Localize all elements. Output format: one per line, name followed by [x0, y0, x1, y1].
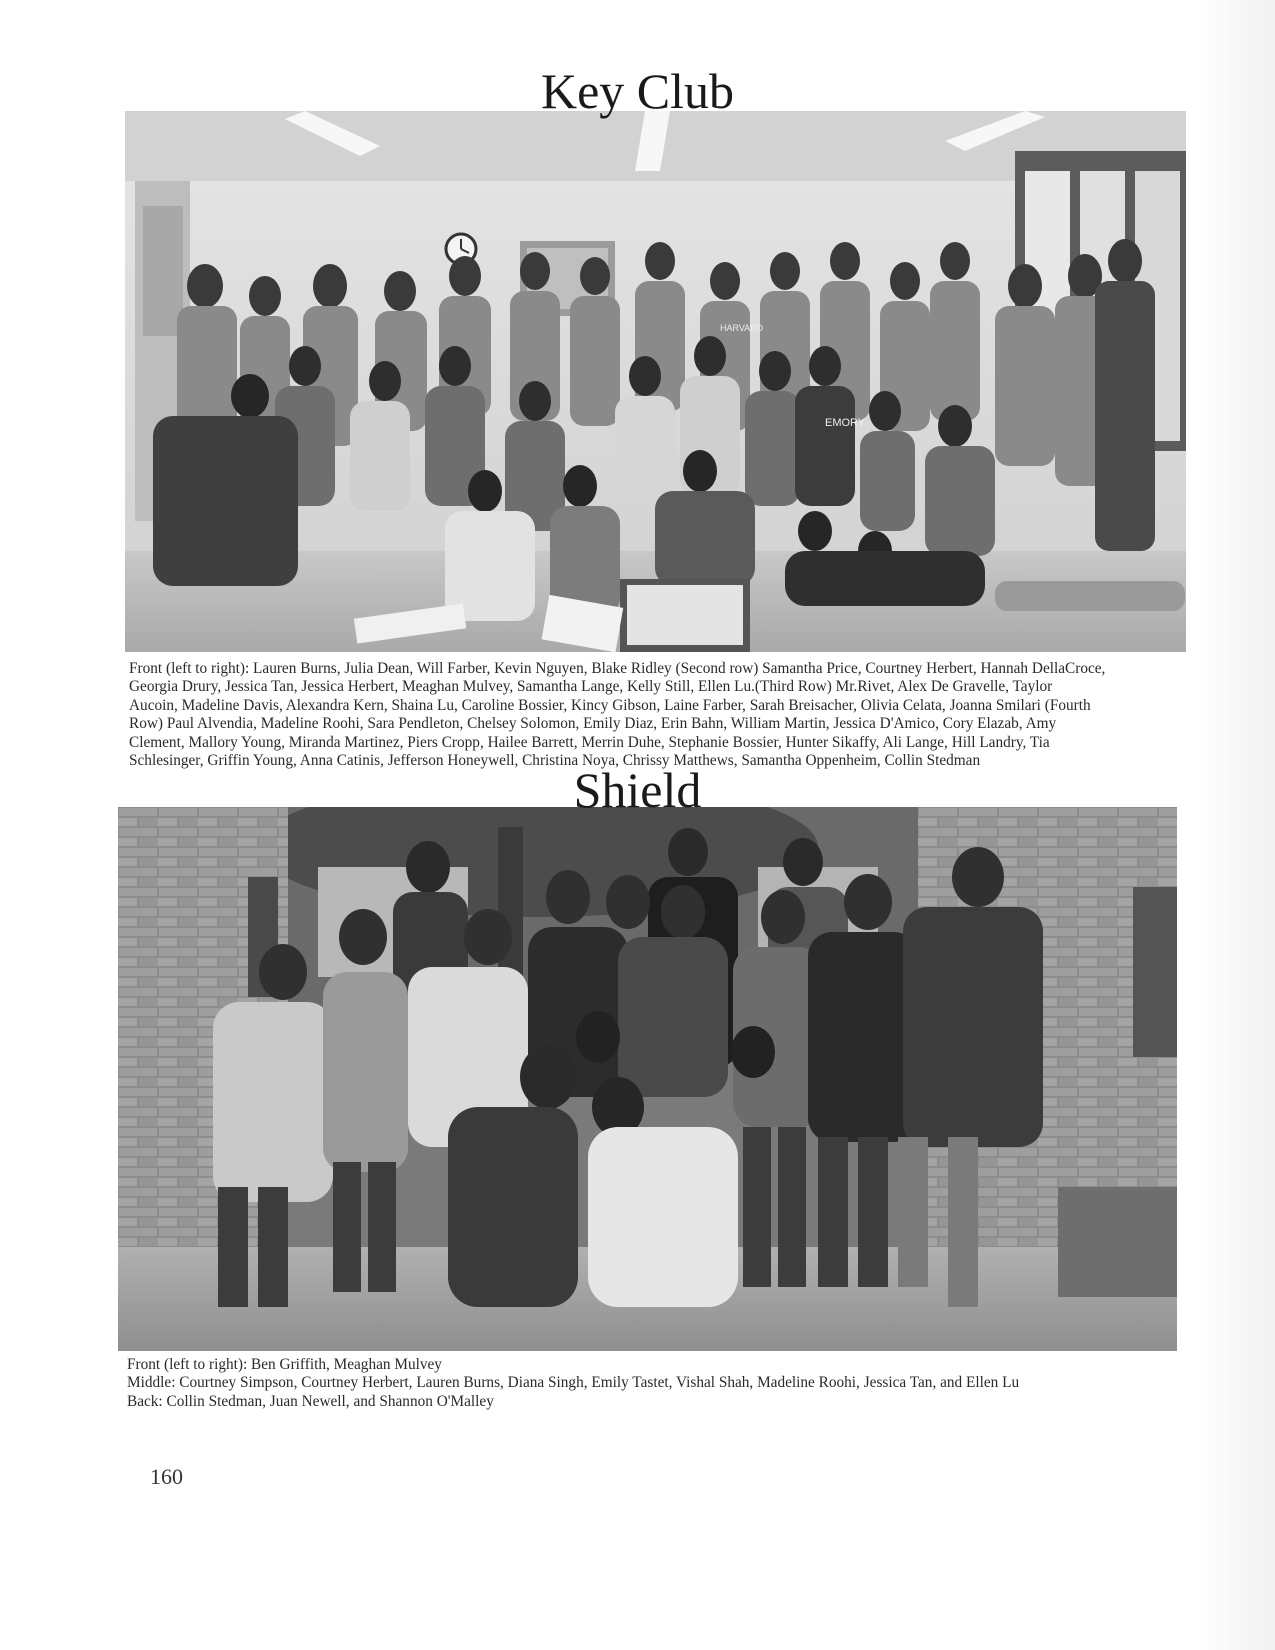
key-club-title: Key Club: [540, 63, 735, 119]
shield-caption-line: Back: Collin Stedman, Juan Newell, and Shannon O'Malley: [127, 1392, 494, 1410]
key-club-caption-line: Aucoin, Madeline Davis, Alexandra Kern, Shaina Lu, Caroline Bossier, Kincy Gibson, Laine Farber, Sarah Breisacher, Olivia Celata, Joanna Smilari (Fourth: [129, 696, 1091, 714]
page-edge-shadow: [1197, 0, 1275, 1650]
shield-caption-line: Middle: Courtney Simpson, Courtney Herbert, Lauren Burns, Diana Singh, Emily Tastet, Vishal Shah, Madeline Roohi, Jessica Tan, and Ellen Lu: [127, 1374, 1020, 1392]
key-club-caption-line: Front (left to right): Lauren Burns, Julia Dean, Will Farber, Kevin Nguyen, Blake Ridley (Second row) Samantha Price, Courtney Herbert, Hannah DellaCroce,: [129, 660, 1106, 677]
key-club-caption-line: Georgia Drury, Jessica Tan, Jessica Herbert, Meaghan Mulvey, Samantha Lange, Kelly Still, Ellen Lu.(Third Row) Mr.Rivet, Alex De Gravelle, Taylor: [129, 678, 1053, 696]
shirt-print-right: EMORY: [825, 417, 866, 429]
shield-title: Shield: [573, 762, 702, 818]
key-club-caption-line: Row) Paul Alvendia, Madeline Roohi, Sara Pendleton, Chelsey Solomon, Emily Diaz, Erin Bahn, William Martin, Jessica D'Amico, Cory Elazab, Amy: [129, 715, 1057, 733]
page-number: 160: [150, 1464, 183, 1489]
shield-group-photo: [118, 807, 1177, 1351]
key-club-group-photo: [125, 111, 1186, 652]
shield-photo-image: [118, 807, 1177, 1351]
key-club-caption-line: Clement, Mallory Young, Miranda Martinez, Piers Cropp, Hailee Barrett, Merrin Duhe, Stephanie Bossier, Hunter Sikaffy, Ali Lange, Hill Landry, Tia: [129, 733, 1050, 751]
key-club-photo-image: [125, 111, 1186, 652]
shield-caption: [127, 1356, 1177, 1411]
key-club-caption: [129, 660, 1184, 770]
shirt-print-left: HARVARD: [720, 323, 764, 333]
key-club-caption-line: Schlesinger, Griffin Young, Anna Catinis, Jefferson Honeywell, Christina Noya, Chrissy Matthews, Samantha Oppenheim, Collin Stedman: [129, 752, 981, 770]
shield-caption-line: Front (left to right): Ben Griffith, Meaghan Mulvey: [127, 1356, 442, 1373]
